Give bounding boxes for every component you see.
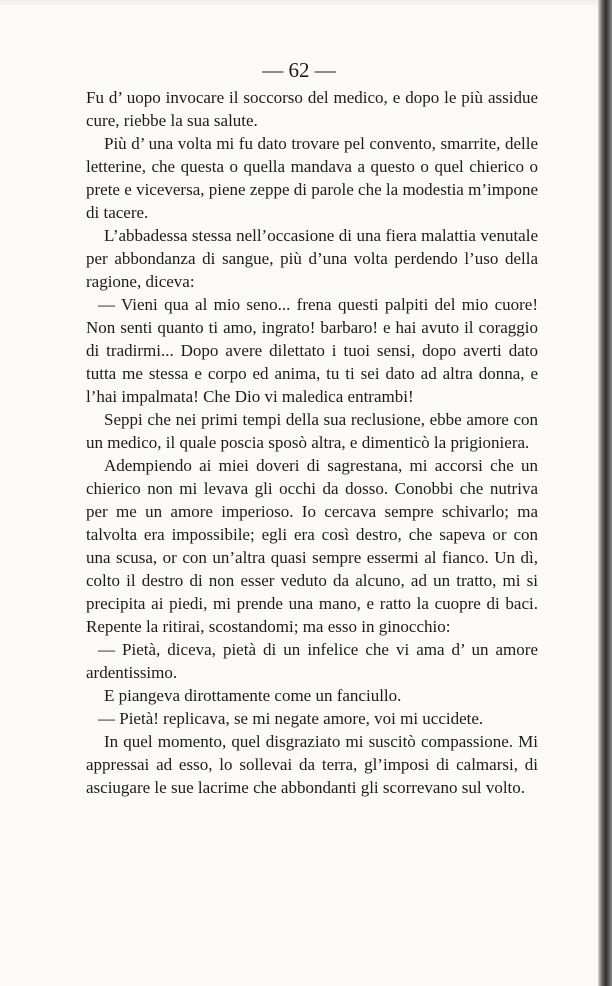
dialogue-paragraph: — Pietà, diceva, pietà di un infelice che vi ama d’ un amore ardentissimo.: [86, 640, 538, 682]
paragraph: Fu d’ uopo invocare il soccorso del medico, e dopo le più assidue cure, riebbe la sua salute.: [86, 88, 538, 130]
body-text: [86, 86, 538, 799]
paragraph: E piangeva dirottamente come un fanciullo.: [104, 686, 402, 705]
paragraph: Adempiendo ai miei doveri di sagrestana, mi accorsi che un chierico non mi levava gli occhi da dosso. Conobbi che nutriva per me un amore imperioso. Io cercava sempre schivarlo; ma talvolta era impossibile; egli era così destro, che sapeva or con una scusa, or con un’altra quasi sempre essermi al fianco. Un dì, colto il destro di non esser veduto da alcuno, ad un tratto, mi si precipita ai piedi, mi prende una mano, e ratto la cuopre di baci. Repente la ritirai, scostandomi; ma esso in ginocchio:: [86, 456, 538, 636]
page-top-edge: [0, 0, 598, 6]
paragraph: In quel momento, quel disgraziato mi suscitò compassione. Mi appressai ad esso, lo sollevai da terra, gl’imposi di calmarsi, di asciugare le sue lacrime che abbondanti gli scorrevano sul volto.: [86, 732, 538, 797]
dialogue-paragraph: — Vieni qua al mio seno... frena questi palpiti del mio cuore! Non senti quanto ti amo, ingrato! barbaro! e hai avuto il coraggio di tradirmi... Dopo avere dilettato i tuoi sensi, dopo averti dato tutta me stessa e corpo ed anima, tu ti sei dato ad altra donna, e l’hai impalmata! Che Dio vi maledica entrambi!: [86, 295, 538, 406]
page-number: — 62 —: [262, 58, 336, 82]
paragraph: L’abbadessa stessa nell’occasione di una fiera malattia venutale per abbondanza di sangue, più d’una volta perdendo l’uso della ragione, diceva:: [86, 226, 538, 291]
paragraph: Seppi che nei primi tempi della sua reclusione, ebbe amore con un medico, il quale poscia sposò altra, e dimenticò la prigioniera.: [86, 410, 538, 452]
paragraph: Più d’ una volta mi fu dato trovare pel convento, smarrite, delle letterine, che questa o quella mandava a questo o quel chierico o prete e viceversa, piene zeppe di parole che la modestia m’impone di tacere.: [86, 134, 538, 222]
book-spine-edge: [598, 0, 612, 986]
dialogue-paragraph: — Pietà! replicava, se mi negate amore, voi mi uccidete.: [98, 709, 484, 728]
